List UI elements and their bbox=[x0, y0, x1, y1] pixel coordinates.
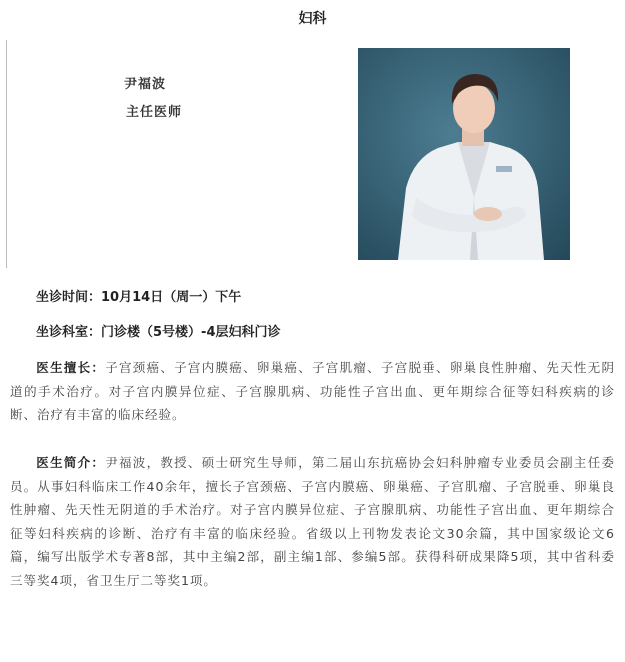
doctor-profile bbox=[6, 40, 616, 268]
specialty-text: 子宫颈癌、子宫内膜癌、卵巢癌、子宫肌瘤、子宫脱垂、卵巢良性肿瘤、先天性无阴道的手术治疗。对子宫内膜异位症、子宫腺肌病、功能性子宫出血、更年期综合征等妇科疾病的诊断、治疗有丰富的临床经验。 bbox=[10, 360, 615, 422]
schedule-room-value: 门诊楼（5号楼）-4层妇科门诊 bbox=[101, 325, 281, 340]
schedule-time bbox=[36, 286, 241, 305]
specialty-paragraph bbox=[10, 356, 615, 427]
divider-line bbox=[6, 40, 7, 268]
doctor-photo bbox=[358, 48, 570, 260]
specialty-label: 医生擅长： bbox=[36, 360, 106, 375]
doctor-title: 主任医师 bbox=[126, 105, 183, 120]
schedule-time-value: 10月14日（周一）下午 bbox=[101, 290, 242, 305]
schedule-room-label: 坐诊科室： bbox=[36, 325, 102, 340]
bio-label: 医生简介： bbox=[36, 455, 106, 470]
schedule-room bbox=[36, 321, 281, 340]
bio-text: 尹福波，教授、硕士研究生导师，第二届山东抗癌协会妇科肿瘤专业委员会副主任委员。从事妇科临床工作40余年，擅长子宫颈癌、子宫内膜癌、卵巢癌、子宫肌瘤、子宫脱垂、卵巢良性肿瘤、先天性无阴道的手术治疗。对子宫内膜异位症、子宫腺肌病、功能性子宫出血、更年期综合征等妇科疾病的诊断、治疗有丰富的临床经验。省级以上刊物发表论文30余篇，其中国家级论文6篇，编写出版学术专著8部，其中主编2部，副主编1部、参编5部。获得科研成果降5项，其中省科委三等奖4项，省卫生厅二等奖1项。 bbox=[10, 455, 615, 588]
doctor-portrait-image bbox=[358, 48, 570, 260]
bio-paragraph bbox=[10, 451, 615, 592]
schedule-time-label: 坐诊时间： bbox=[36, 290, 102, 305]
section-title: 妇科 bbox=[298, 11, 327, 27]
doctor-name: 尹福波 bbox=[124, 77, 167, 92]
